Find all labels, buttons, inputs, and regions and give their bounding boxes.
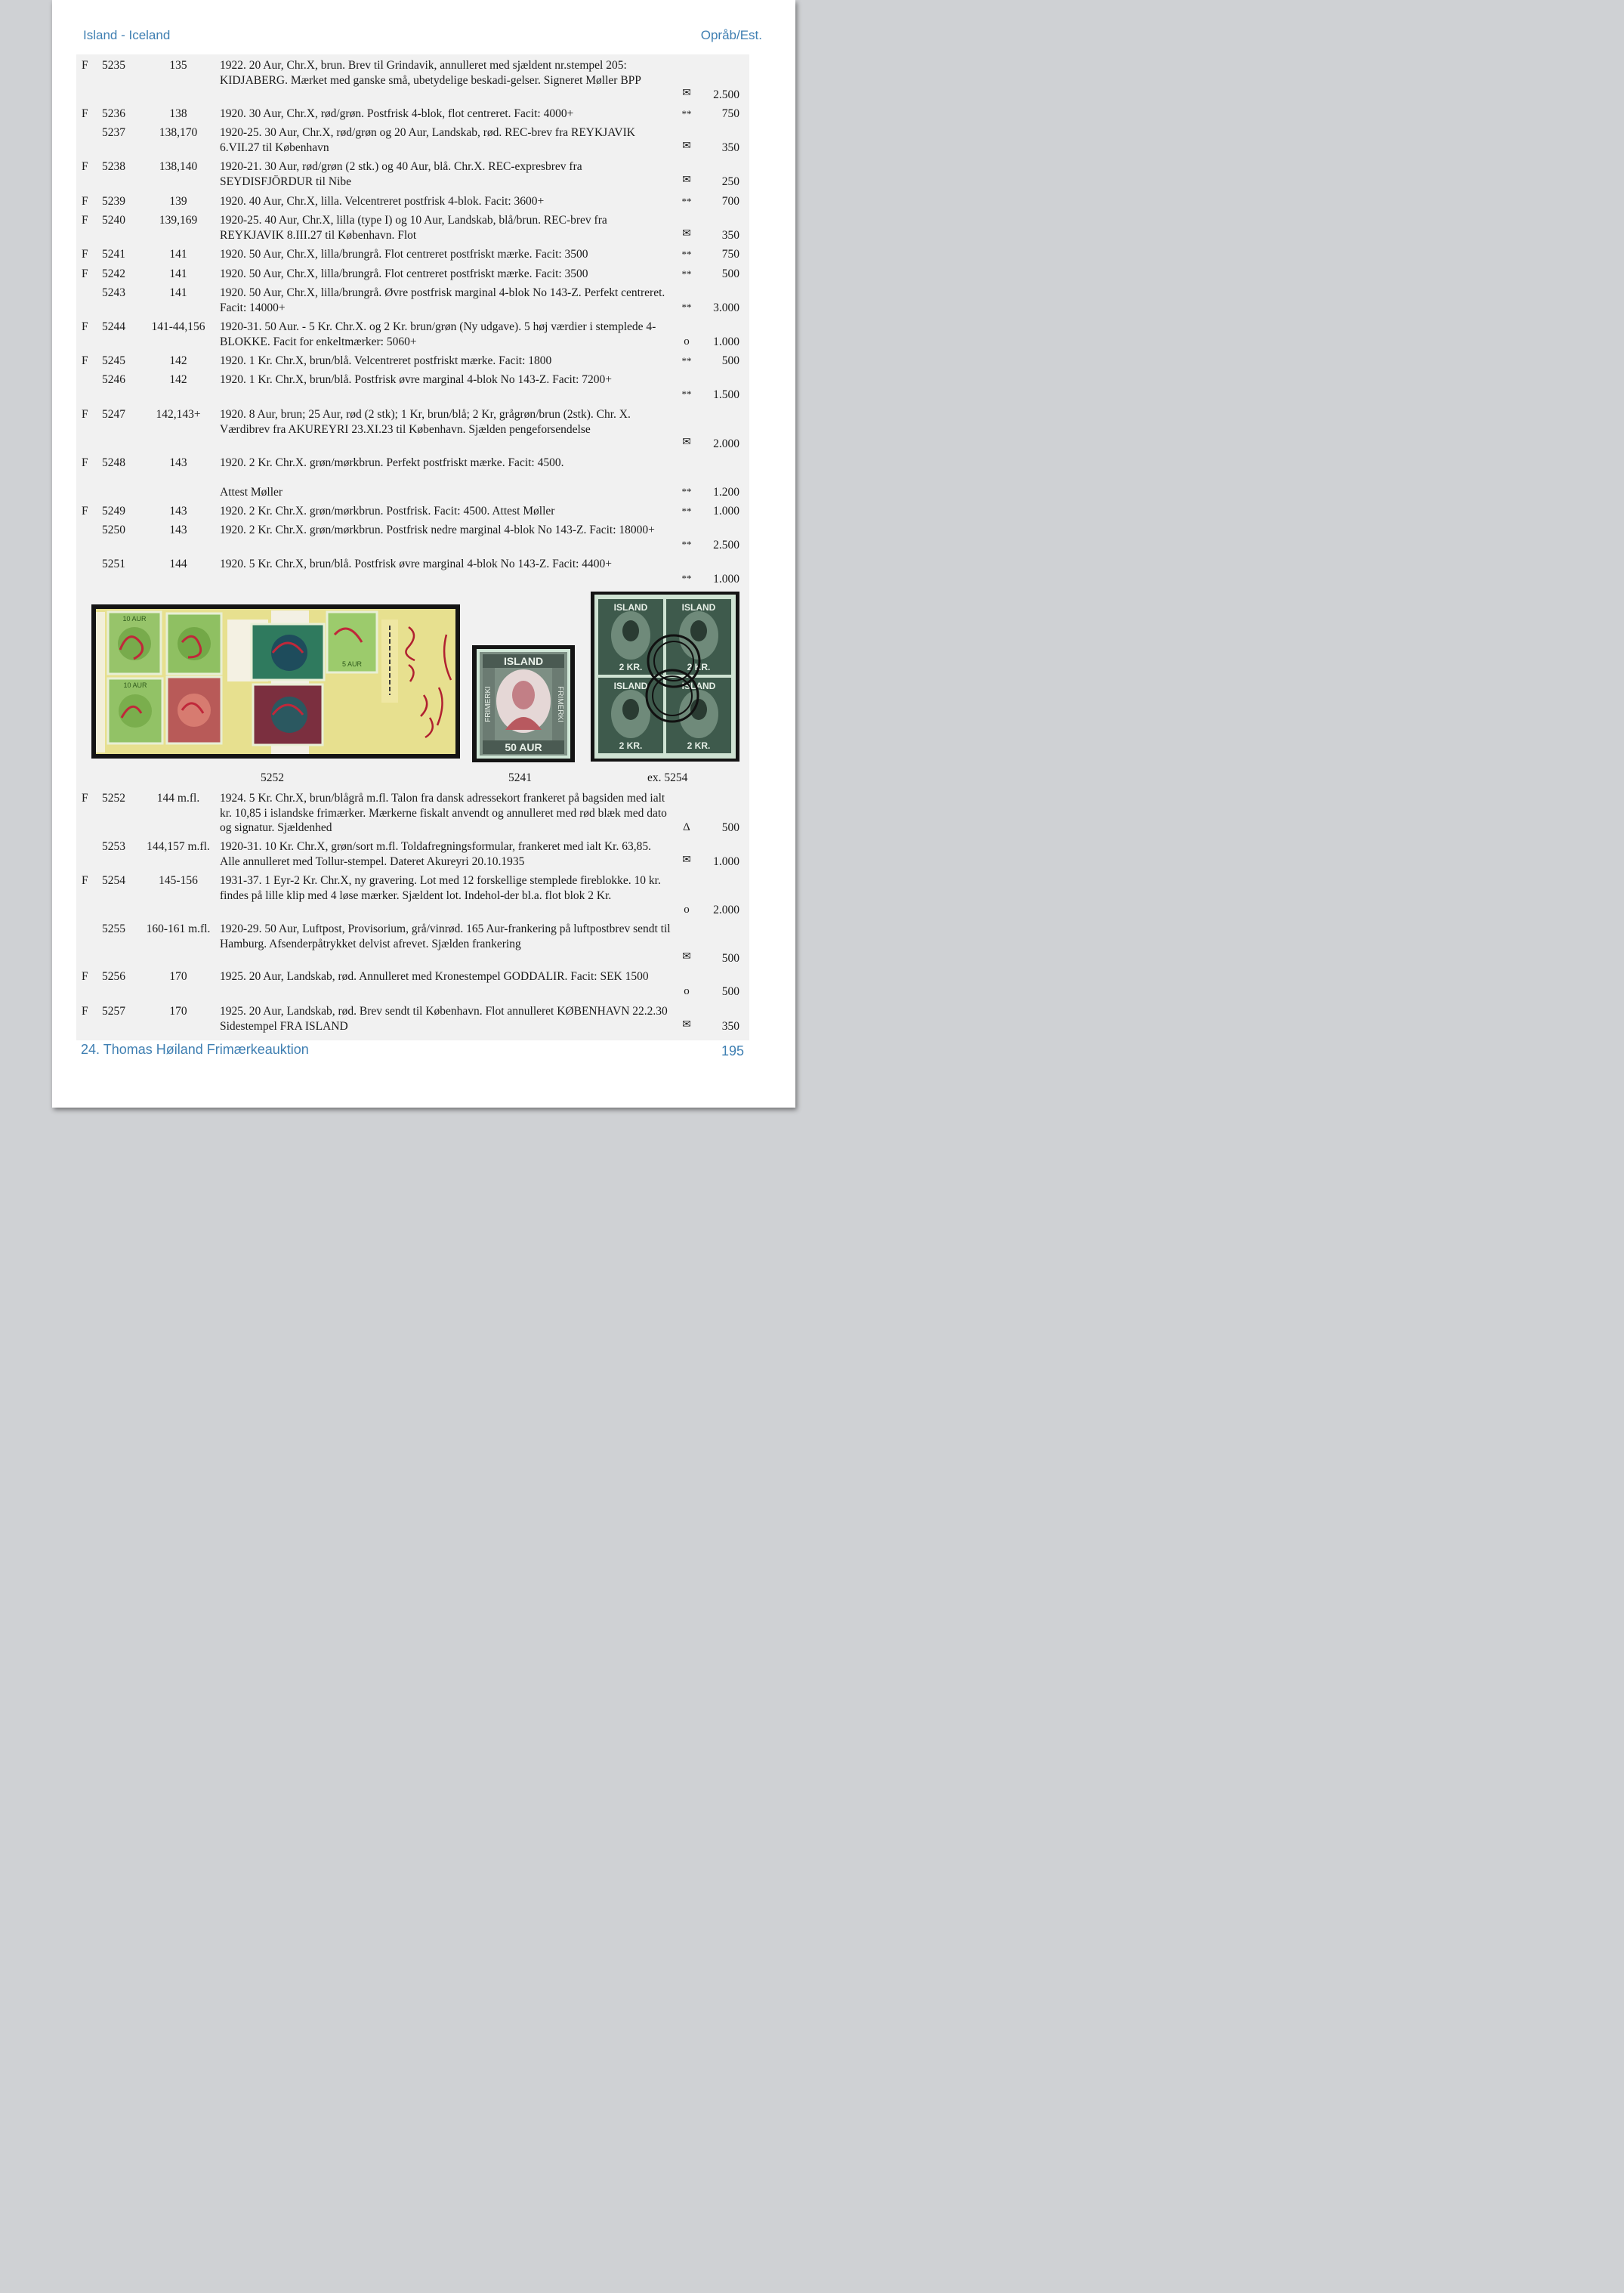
lot-price: 750 <box>721 107 739 120</box>
lot-condition: ✉ <box>682 228 691 239</box>
lot-catalog: 144,157 m.fl. <box>147 840 210 853</box>
lot-catalog: 141 <box>169 267 187 280</box>
lot-price: 1.000 <box>713 335 739 348</box>
page-number: 195 <box>721 1043 744 1058</box>
lot-condition: ✉ <box>682 951 691 963</box>
lot-number: 5248 <box>102 456 125 469</box>
lot-catalog: 142 <box>169 354 187 367</box>
lot-description: 1920-29. 50 Aur, Luftpost, Provisorium, grå/vinrød. 165 Aur-frankering på luftpostbrev sendt til Hamburg. Afsenderpåtrykket delvist afrevet. Sjælden frankering <box>220 922 671 950</box>
lot-number: 5246 <box>102 373 125 386</box>
stamp-country-text: ISLAND <box>613 602 648 613</box>
lot-number: 5253 <box>102 840 125 853</box>
lot-number: 5242 <box>102 267 125 280</box>
lot-number: 5236 <box>102 107 125 120</box>
lot-description: 1920. 5 Kr. Chr.X, brun/blå. Postfrisk øvre marginal 4-blok No 143-Z. Facit: 4400+ <box>220 558 613 570</box>
lot-catalog: 138,170 <box>159 126 198 139</box>
lot-condition: ** <box>681 268 692 280</box>
lot-flag: F <box>82 195 88 208</box>
lot-catalog: 145-156 <box>159 874 198 887</box>
lot-condition: ✉ <box>682 437 691 448</box>
lot-flag: F <box>82 354 88 367</box>
lot-condition: ✉ <box>682 141 691 152</box>
lot-description: 1920. 1 Kr. Chr.X, brun/blå. Postfrisk øvre marginal 4-blok No 143-Z. Facit: 7200+ <box>220 373 613 386</box>
lot-price: 500 <box>721 821 739 834</box>
lot-description: 1920. 50 Aur, Chr.X, lilla/brungrå. Øvre postfrisk marginal 4-blok No 143-Z. Perfekt centreret. Facit: 14000+ <box>220 286 665 314</box>
lot-description: 1920-25. 30 Aur, Chr.X, rød/grøn og 20 Aur, Landskab, rød. REC-brev fra REYKJAVIK 6.VII.27 til København <box>220 126 635 154</box>
lot-flag: F <box>82 456 88 469</box>
lot-number: 5235 <box>102 59 125 72</box>
lot-catalog: 143 <box>169 505 187 518</box>
lot-catalog: 135 <box>169 59 187 72</box>
lot-flag: F <box>82 59 88 72</box>
stamp-value-text: 10 AUR <box>123 681 147 689</box>
lot-condition: ** <box>681 388 692 400</box>
stamp-photo-5241 <box>472 645 575 762</box>
lot-description: 1922. 20 Aur, Chr.X, brun. Brev til Grindavik, annulleret med sjældent nr.stempel 205: KIDJABERG. Mærket med ganske små, ubetydelige beskadi-gelser. Signeret Møller BPP <box>220 59 641 87</box>
lot-price: 3.000 <box>713 301 739 314</box>
lot-price: 1.000 <box>713 505 739 518</box>
image-caption-5254: ex. 5254 <box>647 771 688 784</box>
lot-catalog: 142 <box>169 373 187 386</box>
lot-price: 700 <box>721 195 739 208</box>
stamp-value-text: 2 KR. <box>619 662 643 672</box>
lot-description: 1920. 50 Aur, Chr.X, lilla/brungrå. Flot centreret postfriskt mærke. Facit: 3500 <box>220 248 588 261</box>
lot-condition: Δ <box>683 821 690 833</box>
lot-price: 2.000 <box>713 437 739 450</box>
lot-flag: F <box>82 408 88 421</box>
lot-description: 1920. 30 Aur, Chr.X, rød/grøn. Postfrisk 4-blok, flot centreret. Facit: 4000+ <box>220 107 574 120</box>
lot-catalog: 170 <box>169 1005 187 1018</box>
lot-price: 1.200 <box>713 486 739 499</box>
talon-photo-5252 <box>91 604 460 759</box>
lot-price: 350 <box>721 229 739 242</box>
lot-flag: F <box>82 107 88 120</box>
stamp-country-text: ISLAND <box>681 681 716 691</box>
lot-condition: ** <box>681 196 692 207</box>
lot-condition: ** <box>681 355 692 366</box>
lot-flag: F <box>82 214 88 227</box>
lot-catalog: 144 m.fl. <box>156 792 200 805</box>
lot-catalog: 160-161 m.fl. <box>146 922 211 935</box>
lot-catalog: 142,143+ <box>156 408 201 421</box>
lot-condition: ✉ <box>682 854 691 866</box>
lot-price: 500 <box>721 952 739 965</box>
lot-description: 1920. 1 Kr. Chr.X, brun/blå. Velcentreret postfriskt mærke. Facit: 1800 <box>220 354 552 367</box>
lot-number: 5252 <box>102 792 125 805</box>
column-header-estimate: Opråb/Est. <box>700 28 762 42</box>
section-title: Island - Iceland <box>83 28 171 42</box>
lot-condition: o <box>684 904 690 916</box>
stamp-country-text: ISLAND <box>681 602 716 613</box>
lot-number: 5250 <box>102 524 125 536</box>
lot-description: 1925. 20 Aur, Landskab, rød. Brev sendt til København. Flot annulleret KØBENHAVN 22.2.30 Sidestempel FRA ISLAND <box>220 1005 668 1033</box>
lot-number: 5256 <box>102 970 125 983</box>
lot-flag: F <box>82 248 88 261</box>
lot-catalog: 139,169 <box>159 214 198 227</box>
lot-catalog: 141 <box>169 248 187 261</box>
lot-number: 5249 <box>102 505 125 518</box>
image-caption-5252: 5252 <box>261 771 284 784</box>
lot-flag: F <box>82 874 88 887</box>
lot-description: 1920. 40 Aur, Chr.X, lilla. Velcentreret postfrisk 4-blok. Facit: 3600+ <box>220 195 545 208</box>
lot-condition: o <box>684 985 690 997</box>
lot-catalog: 138 <box>169 107 187 120</box>
lot-price: 250 <box>721 175 739 188</box>
lot-number: 5243 <box>102 286 125 299</box>
image-caption-5241: 5241 <box>508 771 532 784</box>
lot-catalog: 141 <box>169 286 187 299</box>
lot-price: 500 <box>721 985 739 998</box>
lot-number: 5239 <box>102 195 125 208</box>
lot-description: 1920-31. 10 Kr. Chr.X, grøn/sort m.fl. Toldafregningsformular, frankeret med ialt Kr. 63,85. Alle annulleret med Tollur-stempel. Dateret Akureyri 20.10.1935 <box>220 840 651 868</box>
lot-description: 1920. 2 Kr. Chr.X. grøn/mørkbrun. Perfekt postfriskt mærke. Facit: 4500. <box>220 456 564 469</box>
lot-number: 5240 <box>102 214 125 227</box>
lot-number: 5237 <box>102 126 125 139</box>
stamp-value-text: 10 AUR <box>122 615 147 623</box>
lot-flag: F <box>82 505 88 518</box>
lot-number: 5247 <box>102 408 125 421</box>
lot-price: 350 <box>721 141 739 154</box>
lot-flag: F <box>82 792 88 805</box>
lot-number: 5255 <box>102 922 125 935</box>
lot-description: 1925. 20 Aur, Landskab, rød. Annulleret med Kronestempel GODDALIR. Facit: SEK 1500 <box>220 970 649 983</box>
lot-description: 1920. 50 Aur, Chr.X, lilla/brungrå. Flot centreret postfriskt mærke. Facit: 3500 <box>220 267 588 280</box>
lot-catalog: 170 <box>169 970 187 983</box>
lot-flag: F <box>82 1005 88 1018</box>
lot-condition: ** <box>681 108 692 119</box>
lot-condition: ** <box>681 573 692 584</box>
lot-number: 5241 <box>102 248 125 261</box>
lot-catalog: 143 <box>169 456 187 469</box>
lot-condition: ** <box>681 301 692 313</box>
lot-number: 5254 <box>102 874 125 887</box>
lot-catalog: 139 <box>169 195 187 208</box>
lot-condition: ** <box>681 249 692 260</box>
lot-price: 350 <box>721 1020 739 1033</box>
lot-description-continuation: Attest Møller <box>220 486 283 499</box>
lot-condition: ** <box>681 539 692 550</box>
lot-condition: ✉ <box>682 1019 691 1031</box>
lot-description: 1920. 2 Kr. Chr.X. grøn/mørkbrun. Postfrisk nedre marginal 4-blok No 143-Z. Facit: 18000+ <box>220 524 655 536</box>
stamp-value-text: 2 KR. <box>687 662 711 672</box>
stamp-value-text: 50 AUR <box>505 741 542 753</box>
lot-flag: F <box>82 267 88 280</box>
lot-number: 5238 <box>102 160 125 173</box>
lot-price: 2.500 <box>713 88 739 101</box>
stamp-country-text: ISLAND <box>613 681 648 691</box>
lot-description: 1931-37. 1 Eyr-2 Kr. Chr.X, ny gravering. Lot med 12 forskellige stemplede fireblokke. 10 kr. findes på lille klip med 4 løse mærker. Sjældent lot. Indehol-der bl.a. flot blok 2 Kr. <box>220 874 661 902</box>
lot-number: 5245 <box>102 354 125 367</box>
lot-flag: F <box>82 320 88 333</box>
lot-condition: o <box>684 335 690 348</box>
lot-number: 5251 <box>102 558 125 570</box>
lot-catalog: 138,140 <box>159 160 198 173</box>
lot-description: 1920. 2 Kr. Chr.X. grøn/mørkbrun. Postfrisk. Facit: 4500. Attest Møller <box>220 505 555 518</box>
lot-flag: F <box>82 970 88 983</box>
lot-condition: ✉ <box>682 88 691 99</box>
lot-catalog: 144 <box>169 558 187 570</box>
lot-description: 1924. 5 Kr. Chr.X, brun/blågrå m.fl. Talon fra dansk adressekort frankeret på bagsiden med ialt kr. 10,85 i islandske frimærker. Mærkerne fiskalt anvendt og annulleret med rød blæk med dato og signatur. Sjældenhed <box>220 792 667 834</box>
lot-catalog: 143 <box>169 524 187 536</box>
stamp-frimerki-text: FRIMERKI <box>484 686 492 722</box>
lot-description: 1920-21. 30 Aur, rød/grøn (2 stk.) og 40 Aur, blå. Chr.X. REC-expresbrev fra SEYDISFJÖRDUR til Nibe <box>220 160 582 188</box>
lot-number: 5257 <box>102 1005 125 1018</box>
lot-price: 2.500 <box>713 539 739 552</box>
lot-price: 1.500 <box>713 388 739 401</box>
stamp-value-text: 5 AUR <box>341 660 363 668</box>
footer-auction-name: 24. Thomas Høiland Frimærkeauktion <box>81 1042 309 1057</box>
lot-price: 1.000 <box>713 573 739 586</box>
lot-price: 500 <box>721 267 739 280</box>
lot-condition: ** <box>681 486 692 497</box>
lot-condition: ✉ <box>682 175 691 186</box>
lot-price: 500 <box>721 354 739 367</box>
stamp-country-text: ISLAND <box>503 655 544 667</box>
lot-price: 2.000 <box>713 904 739 916</box>
stamp-value-text: 2 KR. <box>619 740 643 751</box>
lot-description: 1920-25. 40 Aur, Chr.X, lilla (type I) og 10 Aur, Landskab, blå/brun. REC-brev fra REYKJAVIK 8.III.27 til København. Flot <box>220 214 607 242</box>
lot-flag: F <box>82 160 88 173</box>
lot-price: 750 <box>721 248 739 261</box>
stamp-frimerki-text: FRIMERKI <box>556 686 564 722</box>
lot-description: 1920-31. 50 Aur. - 5 Kr. Chr.X. og 2 Kr. brun/grøn (Ny udgave). 5 høj værdier i stemplede 4-BLOKKE. Facit for enkeltmærker: 5060+ <box>220 320 656 348</box>
catalog-page <box>52 0 795 1108</box>
lot-price: 1.000 <box>713 855 739 868</box>
lot-catalog: 141-44,156 <box>151 320 205 333</box>
block-photo-5254 <box>591 592 739 762</box>
stamp-value-text: 2 KR. <box>687 740 711 751</box>
lot-number: 5244 <box>102 320 125 333</box>
lot-description: 1920. 8 Aur, brun; 25 Aur, rød (2 stk); 1 Kr, brun/blå; 2 Kr, grågrøn/brun (2stk). Chr. X. Værdibrev fra AKUREYRI 23.XI.23 til København. Sjælden pengeforsendelse <box>220 408 631 436</box>
lot-condition: ** <box>681 505 692 517</box>
